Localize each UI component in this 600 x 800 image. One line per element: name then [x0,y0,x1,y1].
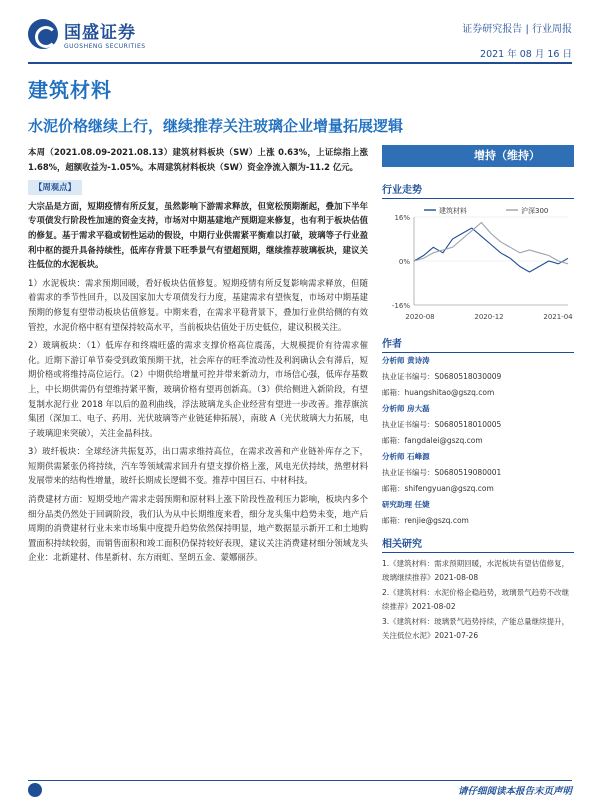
related-list [382,557,574,642]
glass-paragraph: 2）玻璃板块：（1）低库存和终端旺盛的需求支撑价格高位震荡，大规模提价有待需求催化。近期下游订单节奏受到政策预期干扰，社会库存的旺季流动性及利润确认会有滞后，短期价格或将维持高位运行。（2）中期供给增量可控并带来新动力，市场信心强，低库存基数上，中长期供需仍有望维持紧平衡，玻璃价格有望再创新高。（3）供给侧进入新阶段，有望复制水泥行业 2018 年以后的盈利曲线，浮法玻璃龙头企业经营有望进一步改善。推荐旗滨集团（深加工、电子、药用、光伏玻璃等产业链延伸拓展），南玻 A（光伏玻璃大力拓展，电子玻璃迎来突破），关注金晶科技。 [28,340,368,438]
legend-label: 沪深300 [521,207,549,215]
analyst-cert: 执业证书编号：S0680518010005 [382,420,502,429]
trend-title: 行业走势 [382,181,574,199]
analyst-email[interactable]: 邮箱：renjie@gszq.com [382,516,469,525]
company-logo [28,18,146,50]
consumer-materials-paragraph: 消费建材方面：短期受地产需求走弱预期和原材料上涨下阶段性盈利压力影响，板块内多个细分品类仍然处于回调阶段，我们认为从中长期维度来看，细分龙头集中趋势未变，地产后周期的消费建材行业未来市场集中度提升趋势依然保持明显，地产数据显示新开工和土地购置面积持续较弱，而销售面积和竣工面积仍保持较好表现，建议关注消费建材细分领域龙头企业：北新建材、伟星新材、东方雨虹、坚朗五金、蒙娜丽莎。 [28,494,368,563]
analyst-role: 研究助理 [382,500,415,509]
analyst-email[interactable]: 邮箱：huangshitao@gszq.com [382,388,495,397]
related-title: 相关研究 [382,535,574,553]
key-point-heading: 【周观点】 [28,180,82,195]
logo-en-text: GUOSHENG SECURITIES [64,43,146,50]
analyst-role: 分析师 [382,356,408,365]
header-divider [28,62,572,64]
analyst-email[interactable]: 邮箱：shifengyuan@gszq.com [382,484,494,493]
cement-paragraph: 1）水泥板块：需求预期回暖，看好板块估值修复。短期疫情有所反复影响需求释放，但随着需求的季节性回升，以及国家加大专项债发行力度，基建需求有望恢复，市场对中期基建预期的修复有望带动板块估值修复。中期来看，在需求平稳背景下，叠加行业供给侧的有效管控，水泥价格中枢有望保持较高水平，当前板块估值处于历史低位，建议积极关注。 [28,277,368,332]
analyst-name: 黄诗涛 [407,356,430,365]
authors-title: 作者 [382,335,574,353]
x-tick-label: 2020-12 [474,313,504,321]
fiberglass-paragraph: 3）玻纤板块：全球经济共振复苏，出口需求维持高位，在需求改善和产业链补库存之下，短期供需紧张仍将持续，汽车等领域需求回升有望支撑价格上涨，风电光伏持续，热塑材料发展带来的结构性增量，玻纤长期成长逻辑不变。推荐中国巨石、中材科技。 [28,446,368,486]
series-line-building-materials [414,228,568,272]
analyst-name-row [382,353,574,369]
analyst-name-row [382,401,574,417]
x-tick-label: 2021-04 [543,313,573,321]
sidebar [382,145,574,644]
related-report-link[interactable]: 2.《建筑材料：水泥价格企稳趋势，玻璃景气趋势不改继续推荐》2021-08-02 [382,588,570,611]
related-report-link[interactable]: 3.《建筑材料：玻璃景气趋势持续，产能总量继续提升，关注低位水泥》2021-07-26 [382,617,570,640]
report-date: 2021 年 08 月 16 日 [480,49,572,60]
y-tick-label: 16% [394,214,410,222]
analyst-email[interactable]: 邮箱：fangdalei@gszq.com [382,436,483,445]
analyst-role: 分析师 [382,452,408,461]
y-tick-label: -16% [391,302,410,310]
analyst-name: 石峰源 [407,452,430,461]
analyst-name-row [382,449,574,465]
footer-logo-icon [28,783,42,797]
trend-chart-svg [382,203,574,323]
summary-paragraph: 本周（2021.08.09-2021.08.13）建筑材料板块（SW）上涨 0.63%，上证综指上涨 1.68%，超额收益为-1.05%。本周建筑材料板块（SW）资金净流入额为-11.2 亿元。 [28,147,368,172]
y-tick-label: 0% [398,258,410,266]
analyst-name: 任婕 [414,500,430,509]
related-report-link[interactable]: 1.《建筑材料：需求预期回暖，水泥板块有望估值修复，玻璃继续推荐》2021-08-08 [382,559,570,582]
analyst-name-row [382,497,574,513]
report-type: 证券研究报告 | 行业周报 [462,24,572,35]
footer-divider [28,780,572,781]
trend-chart [382,203,574,323]
rating-badge: 增持（维持） [382,145,574,167]
analyst-cert: 执业证书编号：S0680518030009 [382,372,502,381]
page-header [28,16,572,60]
series-line-csi300 [414,223,568,264]
legend-label: 建筑材料 [439,207,467,215]
analyst-cert: 执业证书编号：S0680519080001 [382,468,502,477]
analyst-role: 分析师 [382,404,408,413]
analyst-name: 房大磊 [407,404,430,413]
logo-cn-text: 国盛证券 [64,23,136,43]
report-headline: 水泥价格继续上行，继续推荐关注玻璃企业增量拓展逻辑 [28,117,404,135]
main-body [28,145,368,569]
industry-title: 建筑材料 [28,78,112,102]
x-tick-label: 2020-08 [405,313,435,321]
logo-mark-icon [28,19,58,49]
big-environment-paragraph: 大宗品是方面，短期疫情有所反复，虽然影响下游需求释放，但宽松预期渐起，叠加下半年专项债发行阶段性加速的资金支持，市场对中期基建地产预期迎来修复，也有利于板块估值的修复。基于需求平稳或韧性运动的假设，中期行业供需紧平衡难以打破，玻璃等子行业盈利中枢的提升具备持续性，低库存背景下旺季景气有望超预期，继续推荐玻璃板块，建议关注低位的水泥板块。 [28,200,368,270]
footer-notice: 请仔细阅读本报告末页声明 [457,786,572,797]
analyst-list [382,353,574,529]
